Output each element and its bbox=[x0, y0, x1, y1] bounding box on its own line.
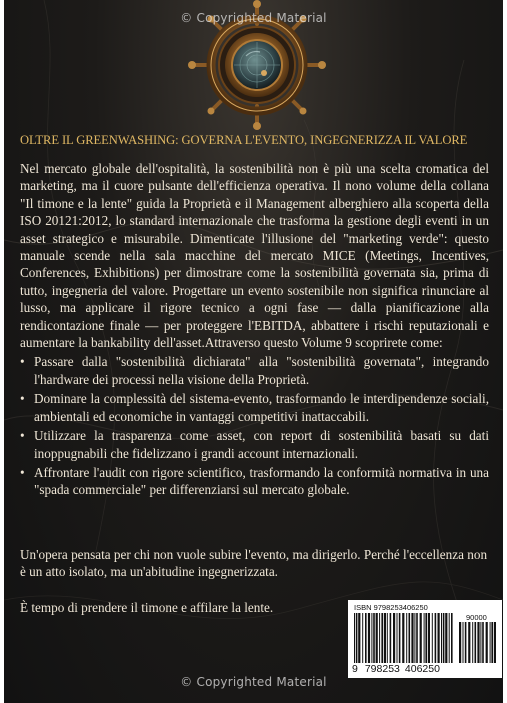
watermark: © Copyrighted Material bbox=[180, 11, 327, 25]
isbn-label: ISBN 9798253406250 bbox=[354, 603, 428, 612]
description bbox=[20, 160, 489, 499]
bullet-item: • Passare dalla "sostenibilità dichiarata" alla "sostenibilità governata", integrando l'hardware dei processi nella visione della Proprietà. bbox=[20, 353, 489, 388]
lens-icon bbox=[225, 33, 289, 97]
intro-paragraph: Nel mercato globale dell'ospitalità, la sostenibilità non è più una scelta cromatica del marketing, ma il cuore pulsante dell'efficienza operativa. Il nono volume della collana "Il timone e la lente" guida la Proprietà e il Management alberghiero alla scoperta della ISO 20121:2012, lo standard internazionale che trasforma la gestione degli eventi in un asset strategico e misurabile. Dimenticate l'illusione del "marketing verde": questo manuale scende nella sala macchine del mercato MICE (Meetings, Incentives, Conferences, Exhibitions) per dimostrare come la sostenibilità governata sia, prima di tutto, ingegneria del valore. Progettare un evento sostenibile non significa rinunciare al lusso, ma applicare il rigore tecnico a ogni fase — dalla pianificazione alla rendicontazione finale — per proteggere l'EBITDA, abbattere i rischi reputazionali e aumentare la bankability dell'asset.Attraverso questo Volume 9 scoprirete come: bbox=[20, 161, 489, 351]
closing-paragraph bbox=[20, 546, 489, 581]
bullet-item: • Utilizzare la trasparenza come asset, con report di sostenibilità basati su dati inoppugnabili che fidelizzano i grandi account internazionali. bbox=[20, 427, 489, 462]
barcode-icon bbox=[348, 600, 502, 678]
bullet-item: • Dominare la complessità del sistema-evento, trasformando le interdipendenze sociali, ambientali ed economiche in vantaggi competitivi inattaccabili. bbox=[20, 390, 489, 425]
headline: OLTRE IL GREENWASHING: GOVERNA L'EVENTO, INGEGNERIZZA IL VALORE bbox=[20, 133, 468, 147]
watermark: © Copyrighted Material bbox=[180, 675, 327, 689]
book-back-cover bbox=[4, 0, 503, 703]
isbn-digit-group: 798253 bbox=[364, 663, 400, 675]
isbn-digit-group: 406250 bbox=[404, 663, 440, 675]
barcode-addon-bars bbox=[459, 622, 497, 663]
closing-text: Un'opera pensata per chi non vuole subire l'evento, ma dirigerlo. Perché l'eccellenza non è un atto isolato, ma un'abitudine ingegnerizzata. bbox=[20, 547, 488, 580]
bullet-list bbox=[20, 353, 489, 498]
bullet-item: • Affrontare l'audit con rigore scientifico, trasformando la conformità normativa in una "spada commerciale" per differenziarsi sul mercato globale. bbox=[20, 464, 489, 499]
price-code: 90000 bbox=[466, 613, 487, 622]
tagline: È tempo di prendere il timone e affilare la lente. bbox=[20, 600, 274, 615]
barcode-bars bbox=[354, 613, 454, 663]
isbn-digit-lead: 9 bbox=[352, 663, 358, 675]
isbn-digits bbox=[352, 663, 458, 675]
